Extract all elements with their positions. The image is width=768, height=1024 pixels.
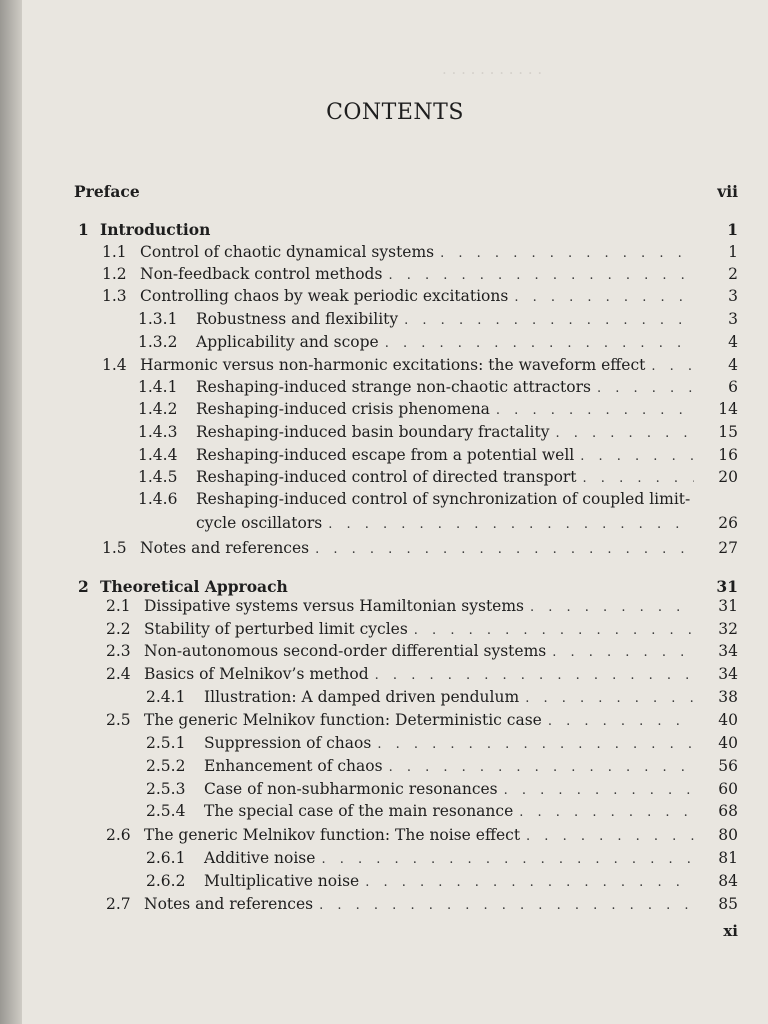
leader-dots — [651, 359, 694, 377]
entry-number: 2.3 — [106, 642, 131, 660]
entry-number: 2.6.1 — [146, 849, 186, 867]
entry-number: 2.5 — [106, 711, 131, 729]
entry-title: Controlling chaos by weak periodic excitations — [140, 287, 509, 305]
book-spine — [0, 0, 22, 1024]
entry-page: 4 — [728, 356, 738, 374]
entry-title-continued: cycle oscillators — [196, 514, 323, 532]
toc-row-entry — [22, 423, 768, 445]
entry-number: 2.6.2 — [146, 872, 186, 890]
entry-title: Non-autonomous second-order differential systems — [144, 642, 547, 660]
leader-dots — [583, 471, 694, 489]
entry-title: Case of non-subharmonic resonances — [204, 780, 498, 798]
entry-number: 2.6 — [106, 826, 131, 844]
entry-page: 40 — [718, 711, 738, 729]
entry-page: 60 — [718, 780, 738, 798]
entry-title: Multiplicative noise — [204, 872, 360, 890]
entry-number: 2.4.1 — [146, 688, 186, 706]
entry-number: 1.4.5 — [138, 468, 178, 486]
entry-title: Robustness and flexibility — [196, 310, 399, 328]
toc-row-entry — [22, 310, 768, 332]
entry-page: 6 — [728, 378, 738, 396]
leader-dots — [365, 875, 694, 893]
toc-row-entry — [22, 802, 768, 824]
entry-number: 1.4.1 — [138, 378, 178, 396]
entry-title: Notes and references — [140, 539, 310, 557]
entry-page: 26 — [718, 514, 738, 532]
toc-row-entry — [22, 734, 768, 756]
entry-page: 40 — [718, 734, 738, 752]
chapter-title: Theoretical Approach — [100, 577, 288, 596]
toc-row-entry — [22, 287, 768, 309]
leader-dots — [526, 829, 694, 847]
entry-title: The special case of the main resonance — [204, 802, 514, 820]
entry-title: Reshaping-induced crisis phenomena — [196, 400, 490, 418]
entry-page: 27 — [718, 539, 738, 557]
entry-title: Reshaping-induced control of synchronization of coupled limit- — [196, 490, 691, 508]
entry-number: 2.1 — [106, 597, 131, 615]
leader-dots — [328, 517, 694, 535]
entry-page: 14 — [718, 400, 738, 418]
leader-dots — [385, 336, 694, 354]
entry-number: 1.2 — [102, 265, 127, 283]
leader-dots — [404, 313, 694, 331]
chapter-number: 1 — [78, 220, 89, 239]
entry-page: 16 — [718, 446, 738, 464]
entry-number: 1.4 — [102, 356, 127, 374]
entry-number: 2.5.2 — [146, 757, 186, 775]
entry-page: 34 — [718, 665, 738, 683]
toc-row-entry — [22, 514, 768, 536]
entry-title: Dissipative systems versus Hamiltonian systems — [144, 597, 524, 615]
chapter-page: 31 — [716, 577, 738, 596]
entry-title: The generic Melnikov function: Deterministic case — [144, 711, 542, 729]
toc-row-entry — [22, 688, 768, 710]
leader-dots — [321, 852, 694, 870]
entry-page: 80 — [718, 826, 738, 844]
leader-dots — [377, 737, 694, 755]
toc-row-chapter — [22, 577, 768, 599]
entry-title: Stability of perturbed limit cycles — [144, 620, 408, 638]
toc-row-entry — [22, 872, 768, 894]
book-page — [22, 0, 768, 1024]
entry-page: 15 — [718, 423, 738, 441]
entry-page: 81 — [718, 849, 738, 867]
leader-dots — [525, 691, 694, 709]
entry-page: 3 — [728, 310, 738, 328]
toc-row-entry — [22, 895, 768, 917]
entry-title: Reshaping-induced escape from a potential well — [196, 446, 575, 464]
toc-row-entry — [22, 642, 768, 664]
toc-row-entry — [22, 490, 768, 512]
entry-number: 1.4.4 — [138, 446, 178, 464]
entry-page: 34 — [718, 642, 738, 660]
entry-title: Non-feedback control methods — [140, 265, 383, 283]
entry-page: 38 — [718, 688, 738, 706]
entry-page: 32 — [718, 620, 738, 638]
entry-number: 1.3.1 — [138, 310, 178, 328]
entry-title: Reshaping-induced strange non-chaotic attractors — [196, 378, 591, 396]
preface-page: vii — [717, 182, 738, 201]
entry-title: Enhancement of chaos — [204, 757, 383, 775]
page-folio: xi — [723, 922, 738, 940]
leader-dots — [319, 898, 694, 916]
chapter-number: 2 — [78, 577, 89, 596]
leader-dots — [548, 714, 694, 732]
toc-row-entry — [22, 468, 768, 490]
leader-dots — [388, 268, 694, 286]
leader-dots — [514, 290, 694, 308]
chapter-title: Introduction — [100, 220, 211, 239]
entry-number: 1.4.2 — [138, 400, 178, 418]
entry-number: 2.5.4 — [146, 802, 186, 820]
entry-number: 1.4.6 — [138, 490, 178, 508]
toc-row-entry — [22, 446, 768, 468]
entry-page: 2 — [728, 265, 738, 283]
entry-title: Basics of Melnikov’s method — [144, 665, 369, 683]
entry-title: Reshaping-induced control of directed transport — [196, 468, 577, 486]
leader-dots — [580, 449, 694, 467]
entry-page: 85 — [718, 895, 738, 913]
entry-page: 68 — [718, 802, 738, 820]
toc-row-entry — [22, 333, 768, 355]
entry-number: 1.5 — [102, 539, 127, 557]
entry-number: 1.3 — [102, 287, 127, 305]
toc-row-entry — [22, 265, 768, 287]
entry-page: 84 — [718, 872, 738, 890]
toc-row-entry — [22, 711, 768, 733]
toc-row-entry — [22, 620, 768, 642]
toc-row-entry — [22, 665, 768, 687]
entry-title: Harmonic versus non-harmonic excitations: the waveform effect — [140, 356, 646, 374]
entry-page: 3 — [728, 287, 738, 305]
entry-number: 2.2 — [106, 620, 131, 638]
entry-title: Additive noise — [204, 849, 316, 867]
preface-label: Preface — [74, 182, 140, 201]
entry-number: 2.4 — [106, 665, 131, 683]
toc-row-entry — [22, 849, 768, 871]
entry-number: 1.3.2 — [138, 333, 178, 351]
toc-row-entry — [22, 757, 768, 779]
entry-title: Notes and references — [144, 895, 314, 913]
leader-dots — [375, 668, 694, 686]
entry-title: Applicability and scope — [196, 333, 379, 351]
page-title: CONTENTS — [326, 100, 464, 125]
entry-page: 1 — [728, 243, 738, 261]
entry-title: Illustration: A damped driven pendulum — [204, 688, 520, 706]
toc-row-entry — [22, 400, 768, 422]
leader-dots — [504, 783, 694, 801]
entry-page: 4 — [728, 333, 738, 351]
toc-row-entry — [22, 826, 768, 848]
leader-dots — [440, 246, 694, 264]
entry-page: 56 — [718, 757, 738, 775]
entry-number: 1.1 — [102, 243, 127, 261]
entry-number: 2.5.1 — [146, 734, 186, 752]
entry-number: 1.4.3 — [138, 423, 178, 441]
entry-title: Reshaping-induced basin boundary fractality — [196, 423, 550, 441]
entry-page: 31 — [718, 597, 738, 615]
leader-dots — [597, 381, 694, 399]
leader-dots — [389, 760, 694, 778]
toc-row-entry — [22, 597, 768, 619]
toc-row-entry — [22, 243, 768, 265]
leader-dots — [519, 805, 694, 823]
toc-row-entry — [22, 539, 768, 561]
leader-dots — [315, 542, 694, 560]
leader-dots — [414, 623, 694, 641]
bleed-through-text: . . . . . . . . . . . — [442, 60, 543, 78]
leader-dots — [530, 600, 694, 618]
entry-title: The generic Melnikov function: The noise effect — [144, 826, 521, 844]
entry-title: Control of chaotic dynamical systems — [140, 243, 435, 261]
toc-row-entry — [22, 378, 768, 400]
chapter-page: 1 — [727, 220, 738, 239]
leader-dots — [552, 645, 694, 663]
toc-row-preface — [22, 182, 768, 204]
entry-page: 20 — [718, 468, 738, 486]
entry-title: Suppression of chaos — [204, 734, 372, 752]
entry-number: 2.5.3 — [146, 780, 186, 798]
leader-dots — [496, 403, 694, 421]
toc-row-chapter — [22, 220, 768, 242]
toc-row-entry — [22, 356, 768, 378]
entry-number: 2.7 — [106, 895, 131, 913]
toc-row-entry — [22, 780, 768, 802]
leader-dots — [556, 426, 695, 444]
